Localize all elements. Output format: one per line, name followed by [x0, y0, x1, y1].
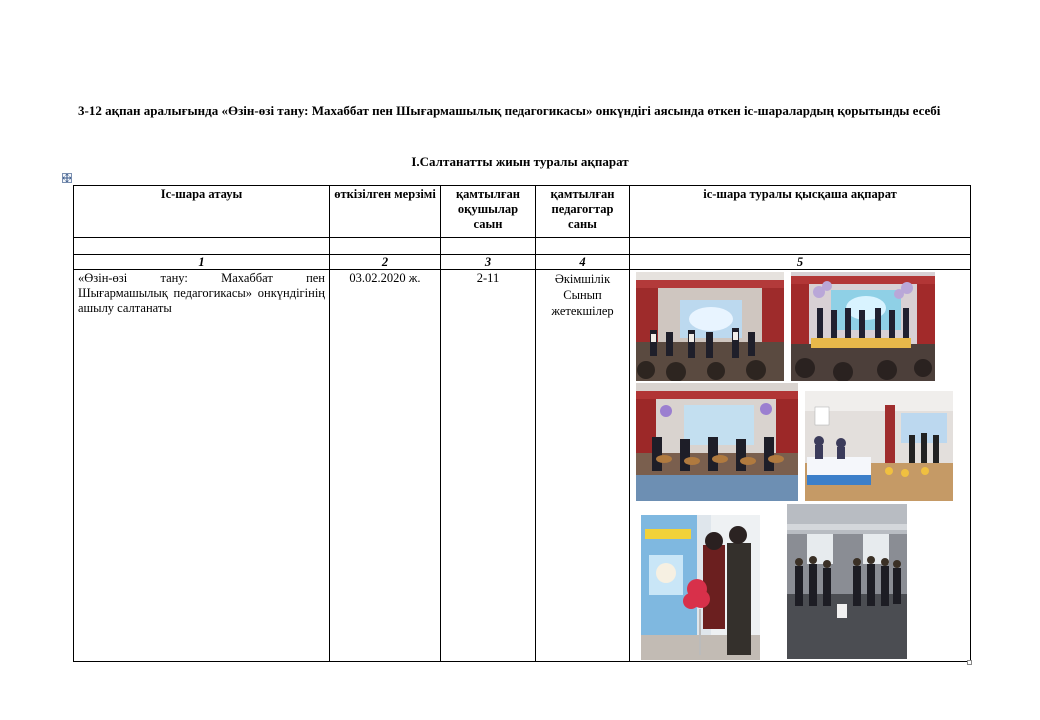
event-photo	[636, 383, 798, 501]
report-table	[73, 185, 971, 662]
header-event-name: Іс-шара атауы	[74, 186, 330, 238]
column-number: 4	[536, 255, 630, 270]
section-title: І.Салтанатты жиын туралы ақпарат	[411, 154, 629, 169]
column-number: 3	[441, 255, 536, 270]
event-photo	[787, 504, 907, 659]
blank-cell	[441, 238, 536, 255]
header-date: өткізілген мерзімі	[330, 186, 441, 238]
teachers-line-class-teachers: Сынып жетекшілер	[551, 288, 614, 318]
teachers-line-administration: Әкімшілік	[554, 272, 611, 286]
blank-cell	[330, 238, 441, 255]
event-photo	[805, 391, 953, 501]
column-number: 1	[74, 255, 330, 270]
document-heading: 3-12 ақпан аралығында «Өзін-өзі тану: Махаббат пен Шығармашылық педагогикасы» онкүндігі аясында өткен іс-шаралардың қорытынды есебі	[78, 103, 941, 118]
header-teachers: қамтылған педагогтар саны	[536, 186, 630, 238]
blank-row	[74, 238, 971, 255]
blank-cell	[74, 238, 330, 255]
photos-cell	[630, 270, 971, 662]
table-move-handle-icon[interactable]	[62, 173, 72, 183]
table-row	[74, 270, 971, 662]
event-name-cell: «Өзін-өзі тану: Махаббат пен Шығармашылық педагогикасы» онкүндігінің ашылу салтанаты	[74, 270, 330, 662]
table-resize-handle[interactable]	[967, 660, 972, 665]
column-number: 5	[630, 255, 971, 270]
event-photo	[636, 272, 784, 381]
event-photo	[791, 272, 935, 381]
blank-cell	[630, 238, 971, 255]
teachers-cell	[536, 270, 630, 662]
header-students: қамтылған оқушылар саын	[441, 186, 536, 238]
column-number: 2	[330, 255, 441, 270]
event-date-cell: 03.02.2020 ж.	[330, 270, 441, 662]
header-info: іс-шара туралы қысқаша ақпарат	[630, 186, 971, 238]
column-number-row	[74, 255, 971, 270]
students-count-cell: 2-11	[441, 270, 536, 662]
blank-cell	[536, 238, 630, 255]
header-row	[74, 186, 971, 238]
event-photo	[641, 515, 760, 660]
